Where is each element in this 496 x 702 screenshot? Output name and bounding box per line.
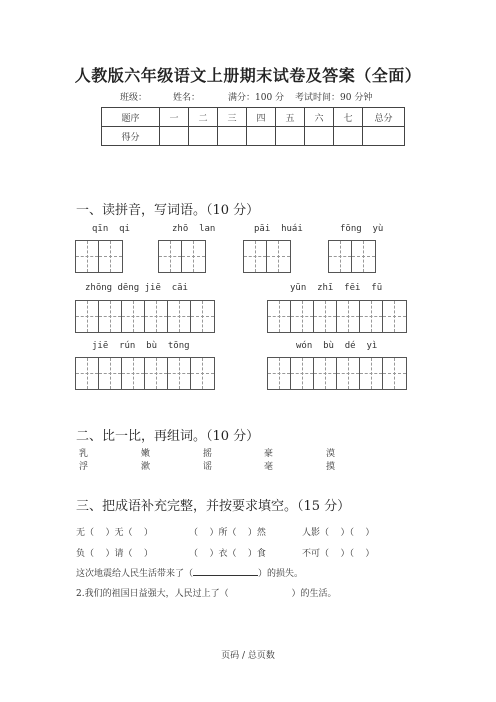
score-input-cell[interactable] [218, 127, 247, 146]
writing-grid[interactable] [243, 240, 291, 273]
idiom-item: 人影（ ）（ ） [302, 528, 375, 538]
score-input-cell[interactable] [276, 127, 305, 146]
score-input-cell[interactable] [305, 127, 334, 146]
section3-heading: 三、把成语补充完整，并按要求填空。（15 分） [76, 499, 351, 514]
score-input-cell[interactable] [160, 127, 189, 146]
compare-char: 漱 [141, 462, 151, 472]
pinyin-label: qīn qi [92, 224, 130, 234]
pinyin-label: zhōng dēng jiē cāi [85, 283, 188, 293]
score-input-cell[interactable] [189, 127, 218, 146]
compare-char: 漠 [326, 449, 336, 459]
compare-char: 摸 [326, 462, 336, 472]
name-label: 姓名： [173, 93, 201, 103]
time-label: 考试时间：90 分钟 [295, 93, 373, 103]
pinyin-label: jiē rún bù tōng [92, 341, 190, 351]
answer-blank[interactable] [193, 567, 258, 576]
fill-sentence-2: 2.我们的祖国日益强大，人民过上了（ ）的生活。 [76, 589, 337, 599]
compare-char: 摇 [203, 449, 213, 459]
table-cell: 四 [247, 108, 276, 127]
compare-char: 嫩 [141, 449, 151, 459]
pinyin-label: fōng yù [340, 224, 384, 234]
section2-heading: 二、比一比，再组词。（10 分） [76, 429, 260, 444]
idiom-item: 负（ ）请（ ） [76, 549, 153, 559]
writing-grid[interactable] [75, 357, 215, 390]
writing-grid[interactable] [267, 300, 407, 333]
writing-grid[interactable] [75, 240, 123, 273]
compare-char: 谣 [203, 462, 213, 472]
pinyin-label: pāi huái [254, 224, 303, 234]
score-table [101, 107, 405, 146]
idiom-item: 不可（ ）（ ） [302, 549, 375, 559]
pinyin-label: zhō lan [172, 224, 216, 234]
table-cell: 总分 [363, 108, 405, 127]
class-label: 班级： [120, 93, 148, 103]
writing-grid[interactable] [267, 357, 407, 390]
writing-grid[interactable] [158, 240, 206, 273]
sentence-text: 这次地震给人民生活带来了（ [76, 569, 194, 579]
table-cell: 五 [276, 108, 305, 127]
score-value-row [102, 127, 405, 146]
table-cell: 得分 [102, 127, 160, 146]
score-input-cell[interactable] [363, 127, 405, 146]
table-cell: 题序 [102, 108, 160, 127]
fill-sentence-1 [76, 566, 303, 579]
section1-heading: 一、读拼音，写词语。（10 分） [76, 203, 260, 218]
page-title: 人教版六年级语文上册期末试卷及答案（全面） [74, 66, 422, 85]
idiom-item: 无（ ）无（ ） [76, 528, 153, 538]
table-cell: 三 [218, 108, 247, 127]
table-cell: 六 [305, 108, 334, 127]
table-cell: 七 [334, 108, 363, 127]
score-input-cell[interactable] [247, 127, 276, 146]
sentence-text: ）的损失。 [258, 569, 304, 579]
score-header-row [102, 108, 405, 127]
compare-char: 乳 [79, 449, 89, 459]
compare-char: 豪 [264, 449, 274, 459]
table-cell: 一 [160, 108, 189, 127]
compare-char: 浮 [79, 462, 89, 472]
writing-grid[interactable] [75, 300, 215, 333]
full-score-label: 满分：100 分 [228, 93, 285, 103]
writing-grid[interactable] [328, 240, 376, 273]
score-input-cell[interactable] [334, 127, 363, 146]
compare-char: 毫 [264, 462, 274, 472]
table-cell: 二 [189, 108, 218, 127]
pinyin-label: yūn zhī fēi fū [290, 283, 383, 293]
idiom-item: （ ）衣（ ）食 [189, 549, 266, 559]
idiom-item: （ ）所（ ）然 [189, 528, 266, 538]
pinyin-label: wón bù dé yì [296, 341, 378, 351]
page-footer: 页码 / 总页数 [221, 651, 275, 661]
